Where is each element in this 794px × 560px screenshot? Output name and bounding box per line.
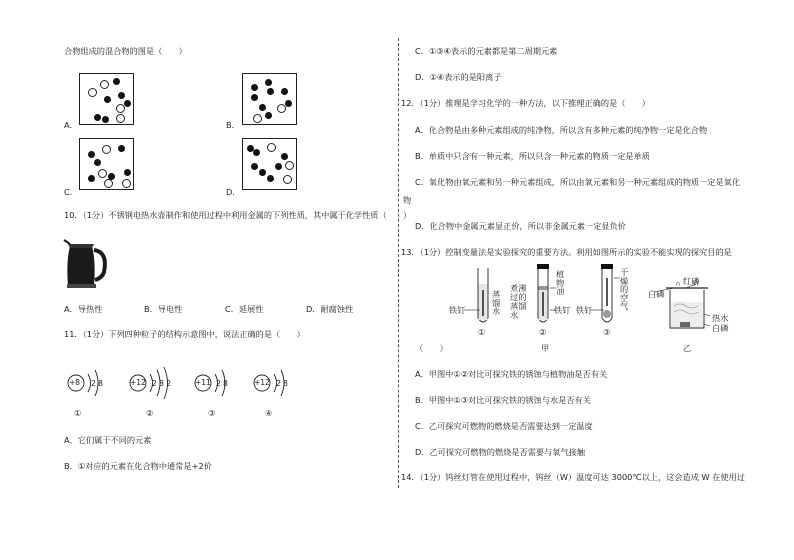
q12-option-c-cont: 物 [403, 195, 412, 205]
q13-option-d: D．乙可探究可燃物的燃烧是否需要与氧气接触 [415, 447, 586, 457]
particle-box-a [79, 73, 134, 125]
q10-option-c: C．延展性 [225, 304, 264, 314]
q12-option-a: A．化合物是由多种元素组成的纯净物，所以含有多种元素的纯净物一定是化合物 [415, 125, 708, 135]
q9-option-c: C． [64, 187, 78, 197]
q12-stem: 12．（1分）推理是学习化学的一种方法，以下推理正确的是（ ） [401, 98, 650, 108]
q10-stem: 10．（1分）不锈钢电热水壶制作和使用过程中利用金属的下列性质，其中属于化学性质（ ） [64, 210, 412, 220]
particle-box-b [242, 73, 297, 125]
particle-box-d [242, 138, 297, 190]
q9-option-b: B． [226, 120, 240, 130]
q10-option-d: D．耐腐蚀性 [306, 304, 354, 314]
q11-option-b: B．①对应的元素在化合物中通常是+2价 [64, 461, 212, 471]
q12-option-b: B．单质中只含有一种元素，所以只含一种元素的物质一定是单质 [415, 151, 650, 161]
q9-option-d: D． [226, 187, 241, 197]
particle-box-c [79, 138, 134, 190]
q13-option-c: C．乙可探究可燃物的燃烧是否需要达到一定温度 [415, 421, 593, 431]
q9-stem: 合物组成的混合物的图是（ ） [64, 46, 187, 56]
q13-option-b: B．甲图中①③对比可探究铁的锈蚀与水是否有关 [415, 395, 591, 405]
q10-option-b: B．导电性 [144, 304, 183, 314]
q14-stem: 14．（1分）钨丝灯管在使用过程中，钨丝（W）温度可达 3000℃以上，这会造成 W 在使用过 [401, 472, 745, 482]
q11-option-d: D．①④表示的是阳离子 [415, 72, 502, 82]
q13-paren: （ ） [415, 343, 448, 353]
q11-option-c: C．①③④表示的元素都是第二周期元素 [415, 46, 558, 56]
q9-option-a: A． [64, 120, 78, 130]
kettle-image [62, 238, 110, 290]
q11-stem: 11．（1分）下列四种粒子的结构示意图中，说法正确的是（ ） [64, 329, 305, 339]
q12-option-c: C．氧化物由氧元素和另一种元素组成，所以由氧元素和另一种元素组成的物质一定是氧化 [415, 177, 741, 187]
q13-option-a: A．甲图中①②对比可探究铁的锈蚀与植物油是否有关 [415, 369, 608, 379]
column-divider [398, 38, 399, 488]
q10-option-a: A．导热性 [64, 304, 103, 314]
q12-option-d: D．化合物中金属元素显正价，所以非金属元素一定显负价 [415, 221, 626, 231]
q13-stem: 13．（1分）控制变量法是实验探究的重要方法。利用如图所示的实验不能实现的探究目的是 [401, 247, 732, 257]
q11-option-a: A．它们属于不同的元素 [64, 435, 152, 445]
